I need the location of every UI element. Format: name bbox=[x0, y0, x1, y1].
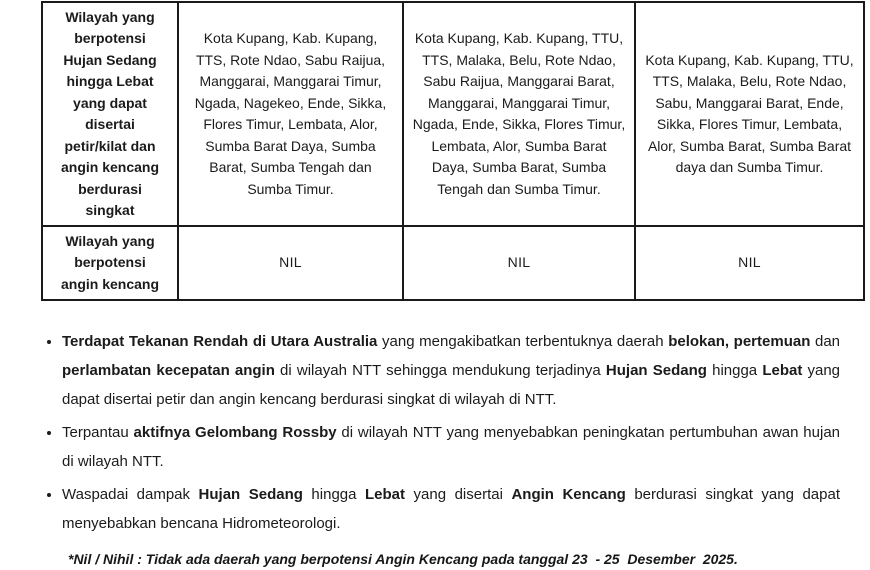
analysis-bullet-list bbox=[40, 327, 840, 542]
bullet-item-gelombang-rossby: • Terpantau aktifnya Gelombang Rossby di wilayah NTT yang menyebabkan peningkatan pertumbuhan awan hujan di wilayah NTT. bbox=[62, 418, 840, 476]
cell-angin-period-2: NIL bbox=[403, 226, 635, 300]
row-header-angin-kencang: Wilayah yang berpotensi angin kencang bbox=[42, 226, 178, 300]
table-row-angin-kencang bbox=[42, 226, 864, 300]
bullet-item-tekanan-rendah: • Terdapat Tekanan Rendah di Utara Australia yang mengakibatkan terbentuknya daerah belokan, pertemuan dan perlambatan kecepatan angin di wilayah NTT sehingga mendukung terjadinya Hujan Sedang hingga Lebat yang dapat disertai petir dan angin kencang berdurasi singkat di wilayah di NTT. bbox=[62, 327, 840, 414]
table-row-hujan-sedang bbox=[42, 2, 864, 226]
row-header-hujan-sedang: Wilayah yang berpotensi Hujan Sedang hingga Lebat yang dapat disertai petir/kilat dan angin kencang berdurasi singkat bbox=[42, 2, 178, 226]
cell-angin-period-3: NIL bbox=[635, 226, 864, 300]
footnote-nil-definition: *Nil / Nihil : Tidak ada daerah yang berpotensi Angin Kencang pada tanggal 23 - 25 Desember 2025. bbox=[68, 551, 738, 567]
cell-angin-period-1: NIL bbox=[178, 226, 403, 300]
bullet-item-waspadai-dampak: • Waspadai dampak Hujan Sedang hingga Lebat yang disertai Angin Kencang berdurasi singkat yang dapat menyebabkan bencana Hidrometeorologi. bbox=[62, 480, 840, 538]
potential-areas-table bbox=[41, 1, 865, 301]
cell-hujan-period-1: Kota Kupang, Kab. Kupang, TTS, Rote Ndao, Sabu Raijua, Manggarai, Manggarai Timur, Ngada, Nagekeo, Ende, Sikka, Flores Timur, Lembata, Alor, Sumba Barat Daya, Sumba Barat, Sumba Tengah dan Sumba Timur. bbox=[178, 2, 403, 226]
cell-hujan-period-2: Kota Kupang, Kab. Kupang, TTU, TTS, Malaka, Belu, Rote Ndao, Sabu Raijua, Manggarai Barat, Manggarai, Manggarai Timur, Ngada, Ende, Sikka, Flores Timur, Lembata, Alor, Sumba Barat Daya, Sumba Barat, Sumba Tengah dan Sumba Timur. bbox=[403, 2, 635, 226]
cell-hujan-period-3: Kota Kupang, Kab. Kupang, TTU, TTS, Malaka, Belu, Rote Ndao, Sabu, Manggarai Barat, Ende, Sikka, Flores Timur, Lembata, Alor, Sumba Barat, Sumba Barat daya dan Sumba Timur. bbox=[635, 2, 864, 226]
